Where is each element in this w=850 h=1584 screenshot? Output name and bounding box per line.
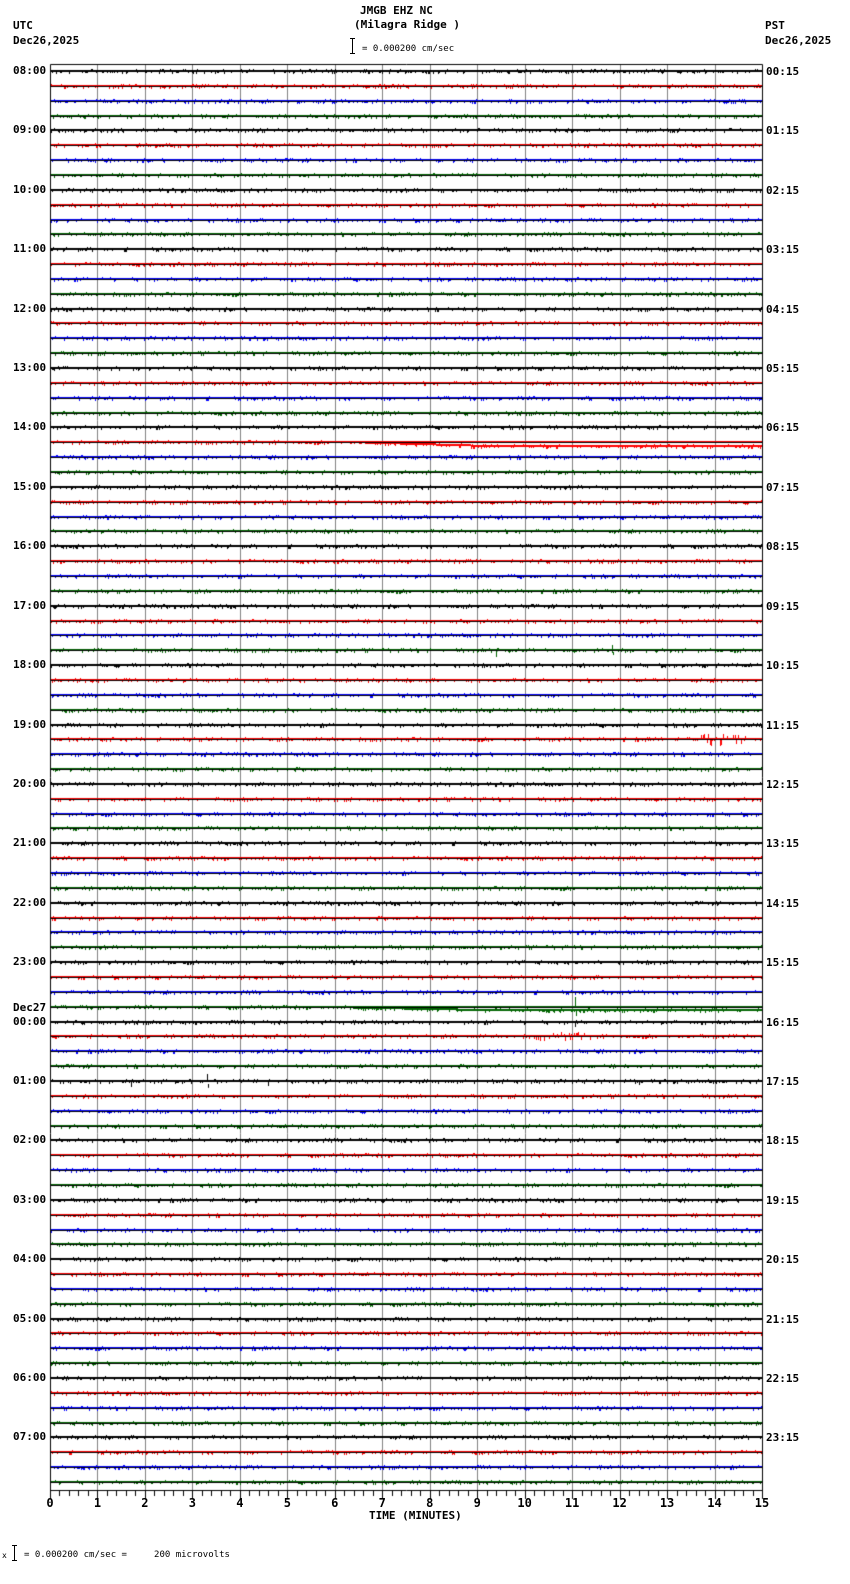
right-timezone: PST <box>765 19 785 32</box>
x-tick-label: 14 <box>707 1496 722 1510</box>
utc-label: 00:00 <box>13 1014 47 1028</box>
pst-label: 15:15 <box>766 956 800 970</box>
utc-label: 18:00 <box>13 658 47 672</box>
pst-label: 06:15 <box>766 421 800 435</box>
x-axis-label: TIME (MINUTES) <box>369 1509 462 1522</box>
pst-label: 14:15 <box>766 896 800 910</box>
utc-label: 13:00 <box>13 361 47 375</box>
x-tick-label: 12 <box>612 1496 627 1510</box>
utc-label: 16:00 <box>13 539 47 553</box>
x-tick-label: 10 <box>517 1496 532 1510</box>
pst-label: 17:15 <box>766 1074 800 1088</box>
station-title: JMGB EHZ NC <box>360 4 433 17</box>
utc-label: 19:00 <box>13 717 47 731</box>
utc-label: 09:00 <box>13 123 47 137</box>
scale-text: = 0.000200 cm/sec <box>362 44 455 54</box>
pst-label: 09:15 <box>766 599 800 613</box>
pst-label: 13:15 <box>766 837 800 851</box>
utc-label: 03:00 <box>13 1192 47 1206</box>
utc-date-label: Dec27 <box>13 1000 47 1014</box>
pst-label: 01:15 <box>766 124 800 138</box>
utc-label: 02:00 <box>13 1133 47 1147</box>
pst-label: 10:15 <box>766 659 800 673</box>
utc-label: 08:00 <box>13 64 47 77</box>
utc-label: 05:00 <box>13 1311 47 1325</box>
pst-label: 23:15 <box>766 1431 800 1445</box>
scale-bar-icon <box>350 38 355 54</box>
utc-label: 10:00 <box>13 182 47 196</box>
utc-label: 01:00 <box>13 1073 47 1087</box>
x-tick-label: 15 <box>754 1496 770 1510</box>
x-tick-label: 7 <box>378 1496 386 1510</box>
pst-label: 21:15 <box>766 1312 800 1326</box>
footer-prefix: x <box>2 1551 7 1560</box>
utc-label: 20:00 <box>13 776 47 790</box>
left-date: Dec26,2025 <box>13 34 80 47</box>
pst-label: 16:15 <box>766 1015 800 1029</box>
x-tick-label: 1 <box>93 1496 102 1510</box>
pst-label: 22:15 <box>766 1372 800 1386</box>
footer-scale-bar-icon <box>12 1545 17 1561</box>
x-tick-label: 6 <box>331 1496 339 1510</box>
pst-label: 11:15 <box>766 718 800 732</box>
pst-label: 07:15 <box>766 480 800 494</box>
x-tick-label: 13 <box>659 1496 675 1510</box>
x-tick-label: 8 <box>426 1496 434 1510</box>
pst-label: 20:15 <box>766 1253 800 1267</box>
utc-label: 14:00 <box>13 420 47 434</box>
x-tick-label: 5 <box>283 1496 291 1510</box>
x-tick-label: 3 <box>188 1496 197 1510</box>
utc-label: 17:00 <box>13 598 47 612</box>
utc-label: 22:00 <box>13 895 47 909</box>
station-location: (Milagra Ridge ) <box>354 18 460 31</box>
x-tick-label: 11 <box>564 1496 580 1510</box>
utc-label: 04:00 <box>13 1252 47 1266</box>
pst-label: 18:15 <box>766 1134 800 1148</box>
utc-label: 06:00 <box>13 1371 47 1385</box>
pst-label: 08:15 <box>766 540 800 554</box>
left-timezone: UTC <box>13 19 33 32</box>
utc-label: 15:00 <box>13 479 47 493</box>
x-tick-label: 0 <box>46 1496 54 1510</box>
utc-label: 21:00 <box>13 836 47 850</box>
pst-label: 03:15 <box>766 243 800 257</box>
x-tick-label: 9 <box>473 1496 481 1510</box>
pst-label: 00:15 <box>766 65 800 78</box>
x-tick-label: 2 <box>141 1496 149 1510</box>
utc-label: 11:00 <box>13 242 47 256</box>
utc-label: 23:00 <box>13 955 47 969</box>
pst-label: 19:15 <box>766 1193 800 1207</box>
pst-label: 04:15 <box>766 302 800 316</box>
x-tick-label: 4 <box>236 1496 244 1510</box>
right-date: Dec26,2025 <box>765 34 832 47</box>
pst-label: 12:15 <box>766 777 800 791</box>
utc-label: 12:00 <box>13 301 47 315</box>
utc-label: 07:00 <box>13 1430 47 1444</box>
pst-label: 05:15 <box>766 362 800 376</box>
footer-scale-text: = 0.000200 cm/sec = 200 microvolts <box>24 1550 230 1560</box>
pst-label: 02:15 <box>766 183 800 197</box>
